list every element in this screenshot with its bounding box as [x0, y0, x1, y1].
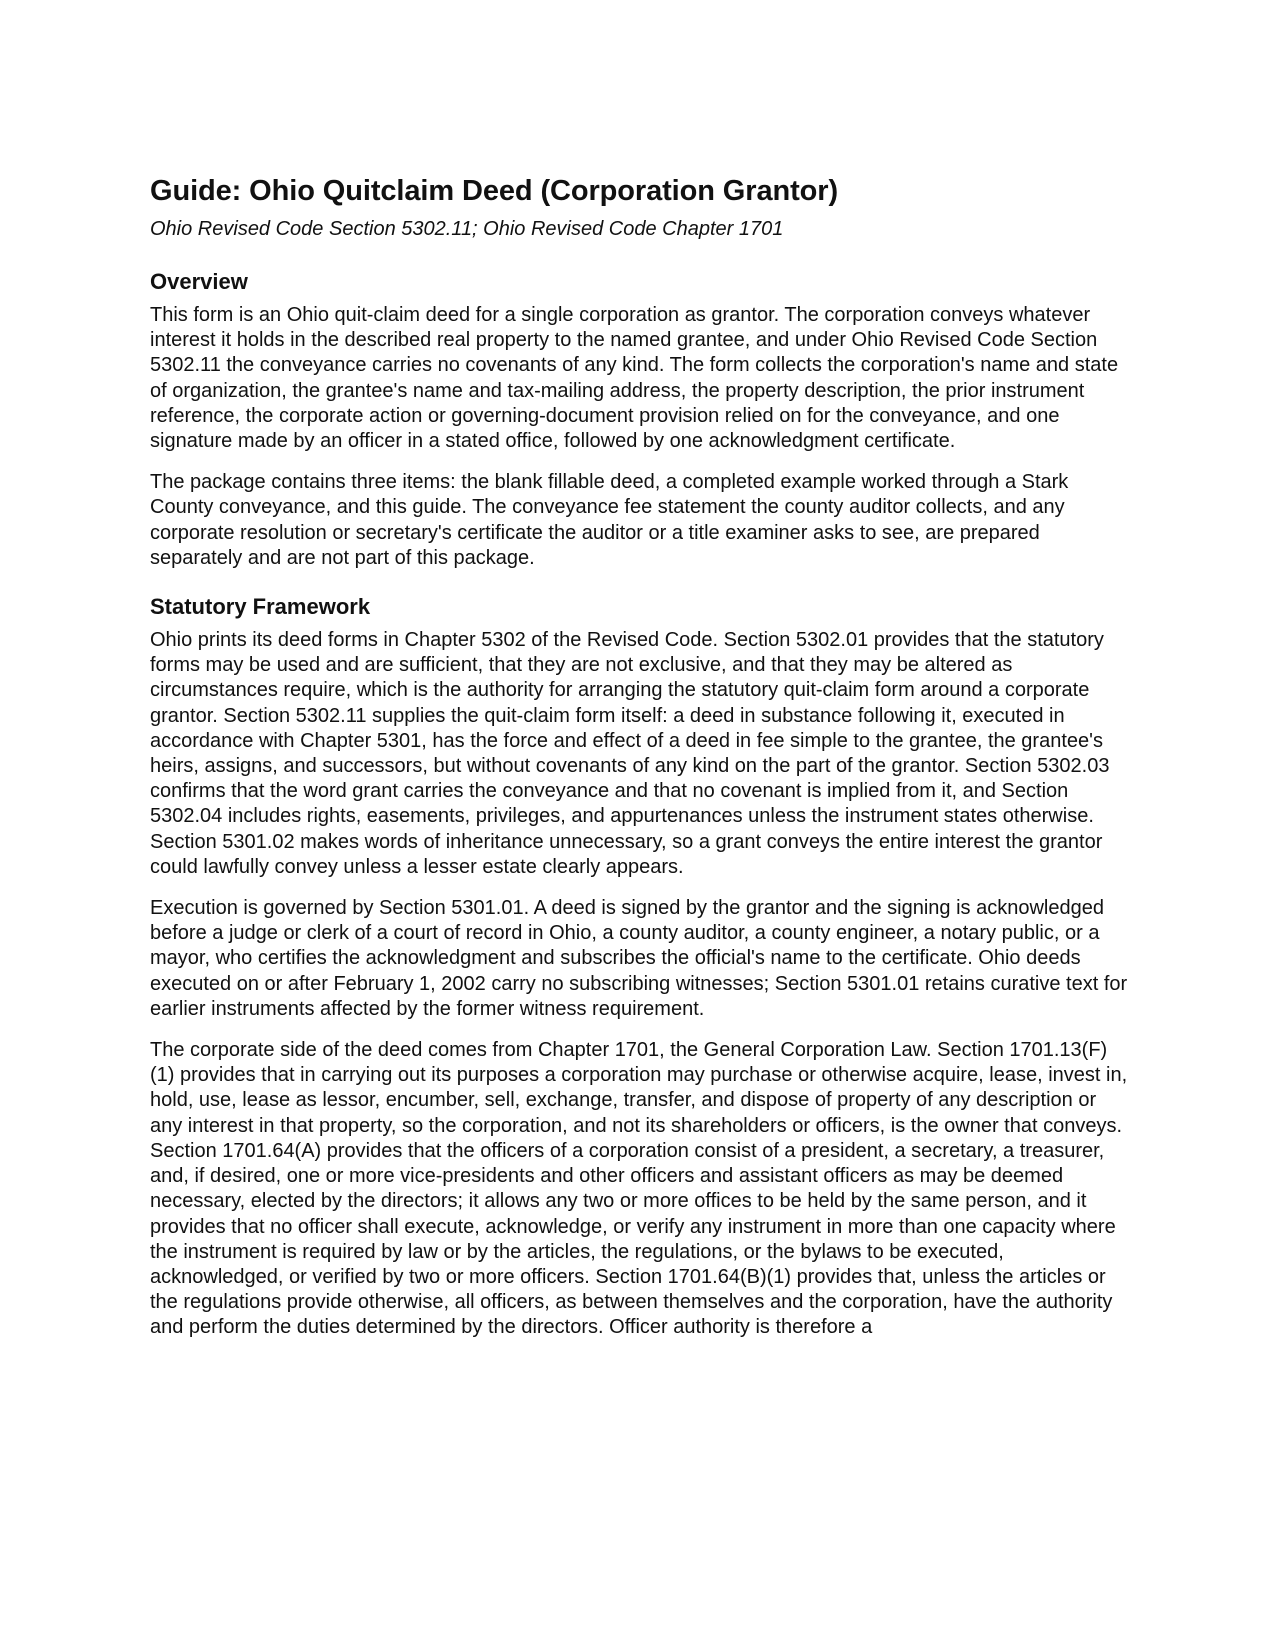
document-page	[150, 172, 1130, 1341]
section-statutory-framework	[150, 593, 1130, 1340]
document-subtitle: Ohio Revised Code Section 5302.11; Ohio Revised Code Chapter 1701	[150, 218, 784, 240]
framework-paragraph: Ohio prints its deed forms in Chapter 5302 of the Revised Code. Section 5302.01 provides that the statutory forms may be used and are sufficient, that they are not exclusive, and that they may be altered as circumstances require, which is the authority for arranging the statutory quit-claim form around a corporate grantor. Section 5302.11 supplies the quit-claim form itself: a deed in substance following it, executed in accordance with Chapter 5301, has the force and effect of a deed in fee simple to the grantee, the grantee's heirs, assigns, and successors, but without covenants of any kind on the part of the grantor. Section 5302.03 confirms that the word grant carries the conveyance and that no covenant is implied from it, and Section 5302.04 includes rights, easements, privileges, and appurtenances unless the instrument states otherwise. Section 5301.02 makes words of inheritance unnecessary, so a grant conveys the entire interest the grantor could lawfully convey unless a lesser estate clearly appears.	[150, 629, 1110, 878]
section-heading-overview: Overview	[150, 269, 248, 294]
overview-paragraph: The package contains three items: the blank fillable deed, a completed example worked through a Stark County conveyance, and this guide. The conveyance fee statement the county auditor collects, and any corporate resolution or secretary's certificate the auditor or a title examiner asks to see, are prepared separately and are not part of this package.	[150, 471, 1069, 569]
section-overview	[150, 268, 1130, 571]
overview-paragraph: This form is an Ohio quit-claim deed for a single corporation as grantor. The corporation conveys whatever interest it holds in the described real property to the named grantee, and under Ohio Revised Code Section 5302.11 the conveyance carries no covenants of any kind. The form collects the corporation's name and state of organization, the grantee's name and tax-mailing address, the property description, the prior instrument reference, the corporate action or governing-document provision relied on for the conveyance, and one signature made by an officer in a stated office, followed by one acknowledgment certificate.	[150, 304, 1119, 453]
document-title: Guide: Ohio Quitclaim Deed (Corporation Grantor)	[150, 175, 839, 207]
framework-paragraph: Execution is governed by Section 5301.01. A deed is signed by the grantor and the signing is acknowledged before a judge or clerk of a court of record in Ohio, a county auditor, a county engineer, a notary public, or a mayor, who certifies the acknowledgment and subscribes the official's name to the certificate. Ohio deeds executed on or after February 1, 2002 carry no subscribing witnesses; Section 5301.01 retains curative text for earlier instruments affected by the former witness requirement.	[150, 897, 1128, 1020]
section-heading-statutory-framework: Statutory Framework	[150, 594, 371, 620]
framework-paragraph: The corporate side of the deed comes from Chapter 1701, the General Corporation Law. Section 1701.13(F)(1) provides that in carrying out its purposes a corporation may purchase or otherwise acquire, lease, invest in, hold, use, lease as lessor, encumber, sell, exchange, transfer, and dispose of property of any description or any interest in that property, so the corporation, and not its shareholders or officers, is the owner that conveys. Section 1701.64(A) provides that the officers of a corporation consist of a president, a secretary, a treasurer, and, if desired, one or more vice-presidents and other officers and assistant officers as may be deemed necessary, elected by the directors; it allows any two or more offices to be held by the same person, and it provides that no officer shall execute, acknowledge, or verify any instrument in more than one capacity where the instrument is required by law or by the articles, the regulations, or the bylaws to be executed, acknowledged, or verified by two or more officers. Section 1701.64(B)(1) provides that, unless the articles or the regulations provide otherwise, all officers, as between themselves and the corporation, have the authority and perform the duties determined by the directors. Officer authority is therefore a	[150, 1039, 1128, 1339]
